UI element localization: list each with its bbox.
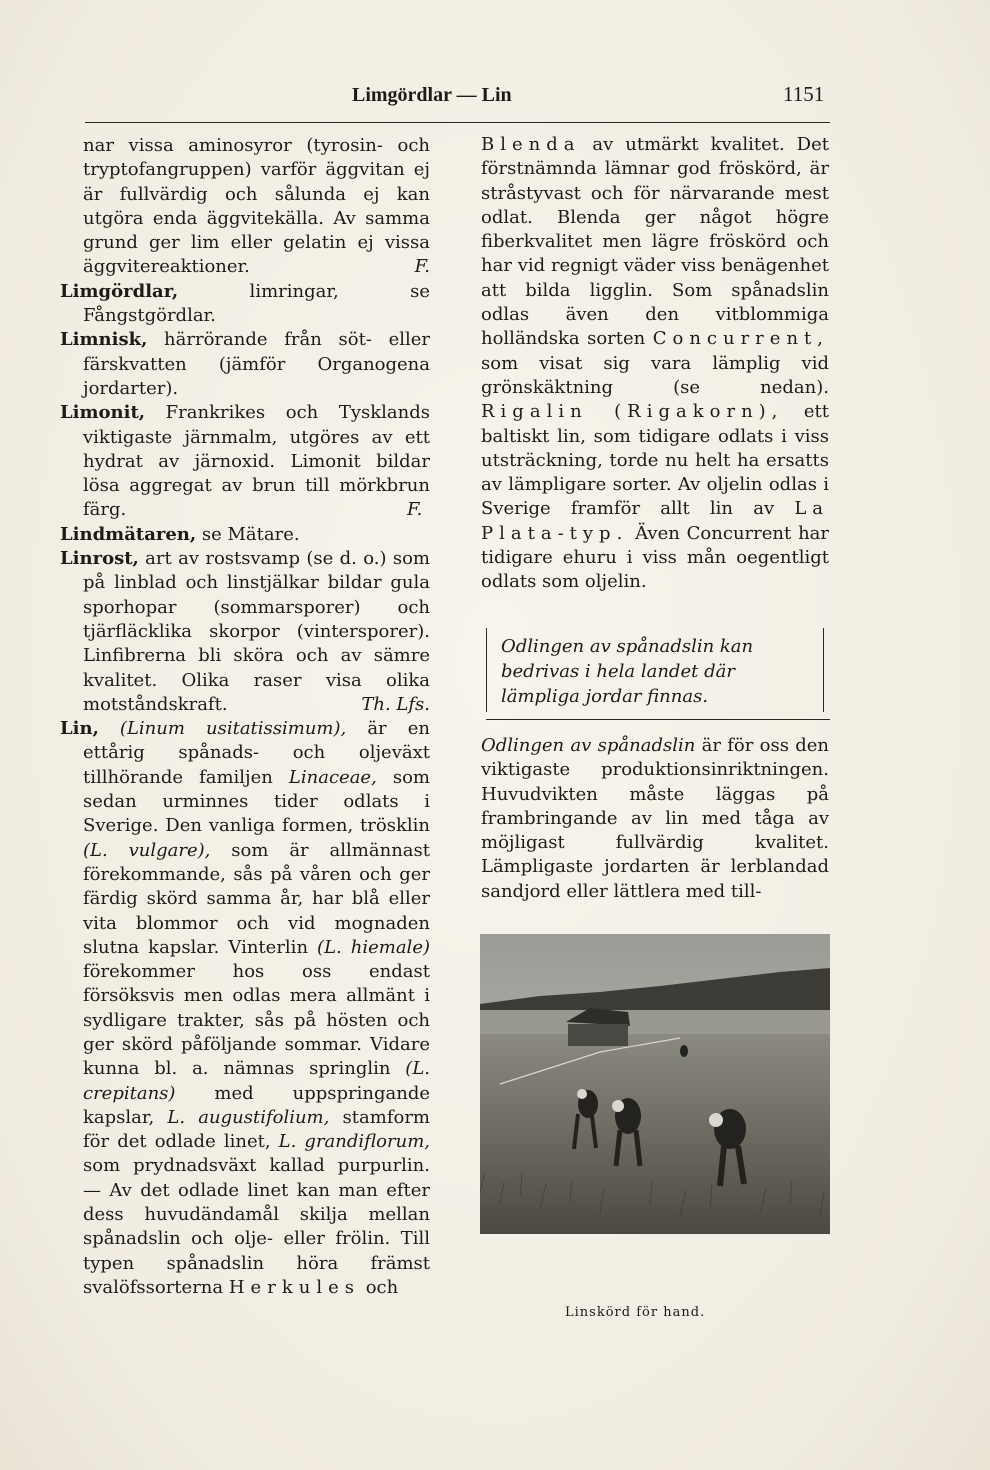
variety-name: Concurrent,	[652, 328, 829, 350]
entry-headword: Lin,	[60, 718, 99, 740]
latin-name: (Linum usitatissimum),	[98, 718, 347, 740]
latin-name: L. grandiflorum,	[278, 1131, 430, 1153]
entry-text: och	[359, 1276, 399, 1298]
variety-name: Blenda	[481, 134, 581, 155]
entry-text: limringar, se Fångstgördlar.	[83, 280, 430, 327]
entry-text: art av rostsvamp (se d. o.) som på linblad och linstjälkar bildar gula sporhopar (sommarsporer) och tjärfläcklika skorpor (vintersporer). Linfibrerna bli sköra och av sämre kvalitet. Olika raser visa olika motståndskraft.	[83, 548, 430, 715]
entry-limnisk	[60, 328, 430, 401]
entry-text: med uppspringande kapslar,	[83, 1082, 430, 1128]
flax-harvest-photo	[480, 934, 830, 1234]
right-column	[481, 133, 829, 595]
latin-name: L. augustifolium,	[167, 1106, 330, 1128]
entry-text: härrörande från söt- eller färskvatten (jämför Organogena jordarter).	[83, 329, 430, 399]
entry-limgordlar	[60, 280, 430, 329]
entry-headword: Lindmätaren,	[60, 523, 197, 545]
entry-lin	[60, 717, 430, 1300]
entry-headword: Limonit,	[60, 402, 146, 424]
paragraph-text: ett baltiskt lin, som tidigare odlats i viss utsträckning, torde nu helt ha ersatts av lämpligare sorter. Av oljelin odlas i Sverige framför allt lin av	[481, 401, 829, 520]
entry-text: är en ettårig spånads- och oljeväxt tillhörande familjen	[83, 718, 430, 788]
right-column-lower	[481, 734, 829, 904]
entry-headword: Limnisk,	[60, 329, 148, 351]
entry-lindmataren	[60, 523, 430, 547]
running-head: Limgördlar — Lin	[352, 84, 512, 106]
entry-headword: Linrost,	[60, 548, 139, 570]
entry-limonit: Limonit, Frankrikes och Tysklands viktigaste järnmalm, utgöres av ett hydrat av järnoxid. Limonit bildar lösa aggregat av brun till mörkbrun färg. F.	[60, 402, 430, 521]
pull-quote-box	[486, 628, 824, 712]
entry-text: stamform för det odlade linet,	[83, 1106, 430, 1153]
paragraph-text: av utmärkt kvalitet. Det förstnämnda lämnar god fröskörd, är stråstyvast och för närvarande mest odlat. Blenda ger något högre fiberkvalitet men lägre fröskörd och har vid regnigt väder viss benägenhet att bilda ligglin. Som spånadslin odlas även den vitblommiga holländska sorten	[481, 134, 829, 350]
latin-name: (L. crepitans)	[83, 1058, 430, 1104]
entry-text: som är allmännast förekommande, sås på våren och ger färdig skörd samma år, har blå eller vita blommor och vid mognaden slutna kapslar. Vinterlin	[83, 839, 430, 958]
paragraph-text: Även Concurrent har tidigare ehuru i viss mån oegentligt odlats som oljelin.	[481, 522, 829, 593]
photo-illustration	[480, 934, 830, 1234]
variety-name: Rigalin (Rigakorn),	[481, 401, 784, 423]
author-signature: Th. Lfs.	[361, 693, 430, 715]
author-signature: F.	[414, 256, 430, 278]
entry-text: se Mätare.	[196, 523, 300, 545]
pull-quote-bottom-rule	[486, 719, 830, 720]
entry-text: förekommer hos oss endast försöksvis men odlas mera allmänt i sydligare trakter, sås på hösten och ger skörd påföljande sommar. Vidare kunna bl. a. nämnas springlin	[83, 961, 430, 1080]
entry-text: som prydnadsväxt kallad purpurlin. — Av det odlade linet kan man efter dess huvudändamål skilja mellan spånadslin och olje- eller frölin. Till typen spånadslin höra främst svalöfssorterna	[83, 1155, 430, 1298]
pull-quote-text: Odlingen av spånadslin kan bedrivas i hela landet där lämpliga jordar finnas.	[501, 636, 754, 707]
page-number: 1151	[783, 82, 825, 106]
entry-linrost	[60, 547, 430, 717]
header-divider	[85, 122, 830, 123]
entry-text: Frankrikes och Tysklands viktigaste järnmalm, utgöres av ett hydrat av järnoxid. Limonit bildar lösa aggregat av brun till mörkbrun färg.	[83, 402, 430, 521]
left-column	[60, 134, 430, 1300]
photo-caption: Linskörd för hand.	[565, 1305, 706, 1320]
entry-headword: Limgördlar,	[60, 280, 179, 302]
entry-text: som sedan urminnes tider odlats i Sverige. Den vanliga formen, trösklin	[83, 766, 430, 837]
latin-name: (L. vulgare),	[83, 839, 211, 861]
variety-name: Herkules	[228, 1276, 360, 1298]
latin-name: Linaceae,	[288, 766, 377, 788]
latin-name: (L. hiemale)	[317, 936, 430, 958]
section-lead: Odlingen av spånadslin	[481, 735, 696, 756]
continued-entry	[60, 134, 430, 280]
continued-text: nar vissa aminosyror (tyrosin- och tryptofangruppen) varför äggvitan ej är fullvärdig och sålunda ej kan utgöra enda äggvitekälla. Av samma grund ger lim eller gelatin ej vissa äggvitereaktioner.	[83, 135, 430, 278]
section-paragraph	[481, 734, 829, 904]
variety-name: La Plata-typ.	[481, 498, 829, 544]
paragraph-text: är för oss den viktigaste produktionsinriktningen. Huvudvikten måste läggas på frambringande av lin med tåga av möjligast fullvärdig kvalitet. Lämpligaste jordarten är lerblandad sandjord eller lättlera med till-	[481, 735, 830, 902]
continued-paragraph	[481, 133, 829, 595]
paragraph-text: som visat sig vara lämplig vid grönskäktning (se nedan).	[481, 352, 829, 398]
